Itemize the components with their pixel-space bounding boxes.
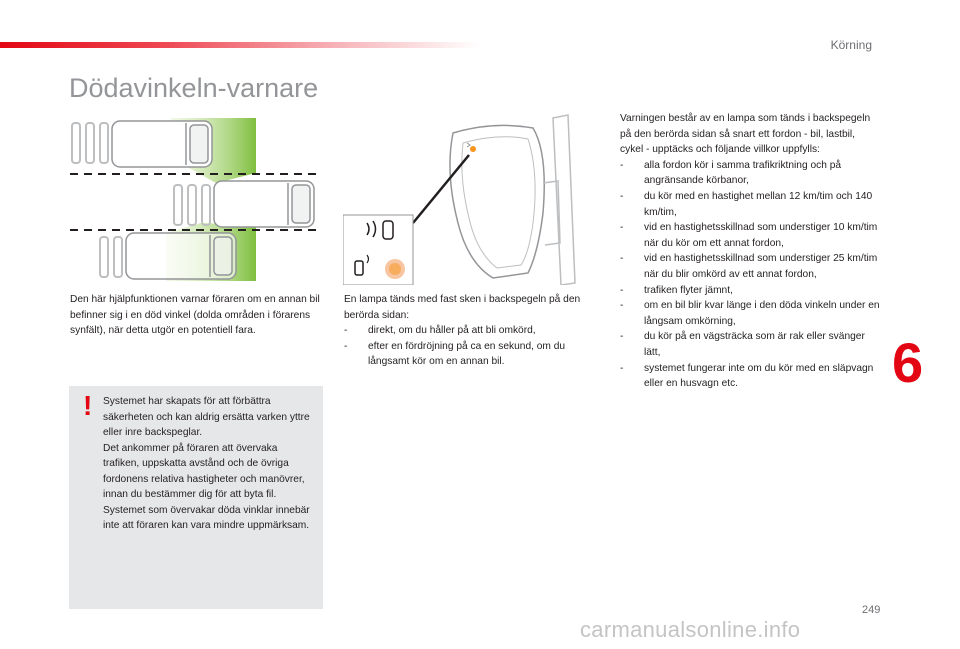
blind-spot-diagram-illustration	[66, 113, 326, 283]
list-item: - systemet fungerar inte om du kör med en släpvagn eller en husvagn etc.	[620, 362, 874, 390]
chapter-number: 6	[892, 331, 924, 394]
list-item: - trafiken flyter jämnt,	[620, 284, 733, 296]
list-item: - efter en fördröjning på ca en sekund, om du långsamt kör om en annan bil.	[344, 340, 566, 368]
conditions-intro: Varningen består av en lampa som tänds i backspegeln på den berörda sidan så snart ett fordon - bil, lastbil, cykel - upptäcks och följande villkor uppfylls:	[620, 113, 871, 156]
warning-paragraph: Systemet som övervakar döda vinklar innebär inte att föraren kan vara mindre uppmärksam.	[103, 504, 310, 531]
list-item: - du kör på en vägsträcka som är rak eller svänger lätt,	[620, 331, 865, 358]
intro-paragraph: Den här hjälpfunktionen varnar föraren om en annan bil befinner sig i en död vinkel (dolda områden i förarens synfält), när detta utgör en potentiell fara.	[70, 294, 320, 337]
list-item: - vid en hastighetsskillnad som understiger 10 km/tim när du kör om ett annat fordon,	[620, 222, 878, 249]
list-item: - direkt, om du håller på att bli omkörd,	[344, 325, 536, 337]
list-item: - alla fordon kör i samma trafikriktning och på angränsande körbanor,	[620, 159, 842, 187]
lamp-intro: En lampa tänds med fast sken i backspegeln på den berörda sidan:	[344, 294, 581, 321]
warning-paragraph: Det ankommer på föraren att övervaka trafiken, uppskatta avstånd och de övriga fordonens relativa hastigheter och manövrer, innan du bestämmer dig för att byta fil.	[103, 442, 305, 500]
warning-box	[69, 386, 323, 609]
page-title: Dödavinkeln-varnare	[69, 73, 319, 103]
list-item: - om en bil blir kvar länge i den döda vinkeln under en långsam omkörning,	[620, 300, 880, 327]
list-item: - vid en hastighetsskillnad som understiger 25 km/tim när du blir omkörd av ett annat fordon,	[620, 253, 878, 280]
conditions-description	[620, 111, 880, 392]
lamp-description	[344, 292, 596, 370]
list-item: - du kör med en hastighet mellan 12 km/tim och 140 km/tim,	[620, 190, 873, 218]
warning-text	[103, 394, 315, 534]
warning-icon: !	[83, 390, 93, 421]
warning-paragraph: Systemet har skapats för att förbättra säkerheten och kan aldrig ersätta varken yttre eller inre backspeglar.	[103, 396, 310, 438]
page-number: 249	[862, 604, 881, 616]
chapter-label: Körning	[830, 38, 872, 52]
door-mirror-lamp-illustration	[343, 113, 605, 285]
header-accent-bar	[0, 42, 480, 48]
watermark: carmanualsonline.info	[580, 617, 801, 642]
